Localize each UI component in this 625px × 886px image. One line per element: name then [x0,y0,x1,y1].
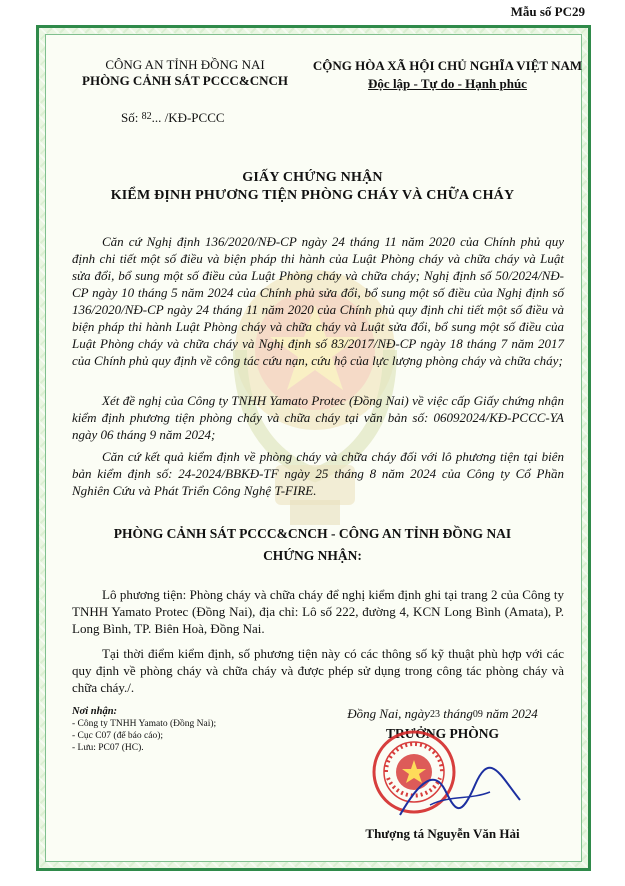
signer-name: Thượng tá Nguyễn Văn Hải [365,826,520,841]
date-month: 09 [472,709,483,720]
legal-basis-paragraph: Căn cứ Nghị định 136/2020/NĐ-CP ngày 24 tháng 11 năm 2020 của Chính phủ quy định chi tiết một số điều và biện pháp thi hành của Luật Phòng cháy và chữa cháy và Luật sửa đổi, bổ sung một số điều của Luật Phòng cháy và chữa cháy; Nghị định số 50/2024/NĐ-CP ngày 10 tháng 5 năm 2024 của Chính phủ sửa đổi, bổ sung một số điều của Nghị định số 136/2020/NĐ-CP ngày 24 tháng 11 năm 2020 của Chính phủ quy định chi tiết một số điều và biện pháp thi hành Luật Phòng cháy và chữa cháy và Luật sửa đổi, bổ sung một số điều của Luật Phòng cháy và chữa cháy và Nghị định số 83/2017/NĐ-CP ngày 18 tháng 7 năm 2017 của Chính phủ quy định về công tác cứu nạn, cứu hộ của lực lượng phòng cháy và chữa cháy; [72,234,564,368]
inspection-result-paragraph: Căn cứ kết quả kiểm định về phòng cháy và chữa cháy đối với lô phương tiện tại biên bản kiểm định số: 24-2024/BBKĐ-TF ngày 25 tháng 8 năm 2024 của Công ty Cổ Phần Nghiên Cứu và Phát Triển Công Nghệ T-FIRE. [72,449,564,498]
agency-line-2: PHÒNG CẢNH SÁT PCCC&CNCH [82,73,288,88]
certificate-title: GIẤY CHỨNG NHẬN [242,170,383,185]
recipient-item: - Công ty TNHH Yamato (Đồng Nai); [72,719,217,729]
issuing-agency [65,57,305,89]
date-day: 23 [429,709,440,720]
nation-name: CỘNG HÒA XÃ HỘI CHỦ NGHĨA VIỆT NAM [312,58,583,73]
recipients-block [72,706,282,754]
national-header [305,57,590,93]
lot-paragraph: Lô phương tiện: Phòng cháy và chữa cháy để nghị kiểm định ghi tại trang 2 của Công ty TNHH Yamato Protec (Đồng Nai), địa chỉ: Lô số 222, đường 4, KCN Long Bình (Amata), P. Long Bình, TP. Biên Hoà, Đồng Nai. [72,587,564,636]
document-number-suffix: ... /KĐ-PCCC [151,110,225,125]
form-code: Mẫu số PC29 [510,4,585,19]
request-paragraph: Xét đề nghị của Công ty TNHH Yamato Protec (Đồng Nai) về việc cấp Giấy chứng nhận kiểm định phương tiện phòng cháy và chữa cháy tại văn bản số: 06092024/KĐ-PCCC-YA ngày 06 tháng 9 năm 2024; [72,393,564,442]
agency-line-1: CÔNG AN TỈNH ĐỒNG NAI [105,57,265,72]
document-number-prefix: Số: [121,110,139,125]
signer-position: TRƯỞNG PHÒNG [385,726,500,741]
recipient-item: - Lưu: PC07 (HC). [72,743,144,753]
authority-line: PHÒNG CẢNH SÁT PCCC&CNCH - CÔNG AN TỈNH ĐỒNG NAI [113,526,512,541]
certificate-subtitle: KIỂM ĐỊNH PHƯƠNG TIỆN PHÒNG CHÁY VÀ CHỮA CHÁY [110,188,515,203]
date-line [300,706,585,722]
recipient-item: - Cục C07 (để báo cáo); [72,731,164,741]
national-motto: Độc lập - Tự do - Hạnh phúc [368,76,527,91]
date-year: năm 2024 [486,706,538,721]
handwritten-signature-icon [390,760,530,830]
recipients-heading: Nơi nhận: [72,706,118,717]
document-number-value: 82 [141,111,152,122]
validity-paragraph: Tại thời điểm kiểm định, số phương tiện này có các thông số kỹ thuật phù hợp với các quy định về phòng cháy và chữa cháy và được phép sử dụng trong công tác phòng cháy và chữa cháy./. [72,646,564,695]
certifies-heading: CHỨNG NHẬN: [263,548,362,563]
date-place: Đồng Nai, ngày [347,706,430,721]
date-month-label: tháng [443,706,473,721]
document-number [121,110,225,126]
